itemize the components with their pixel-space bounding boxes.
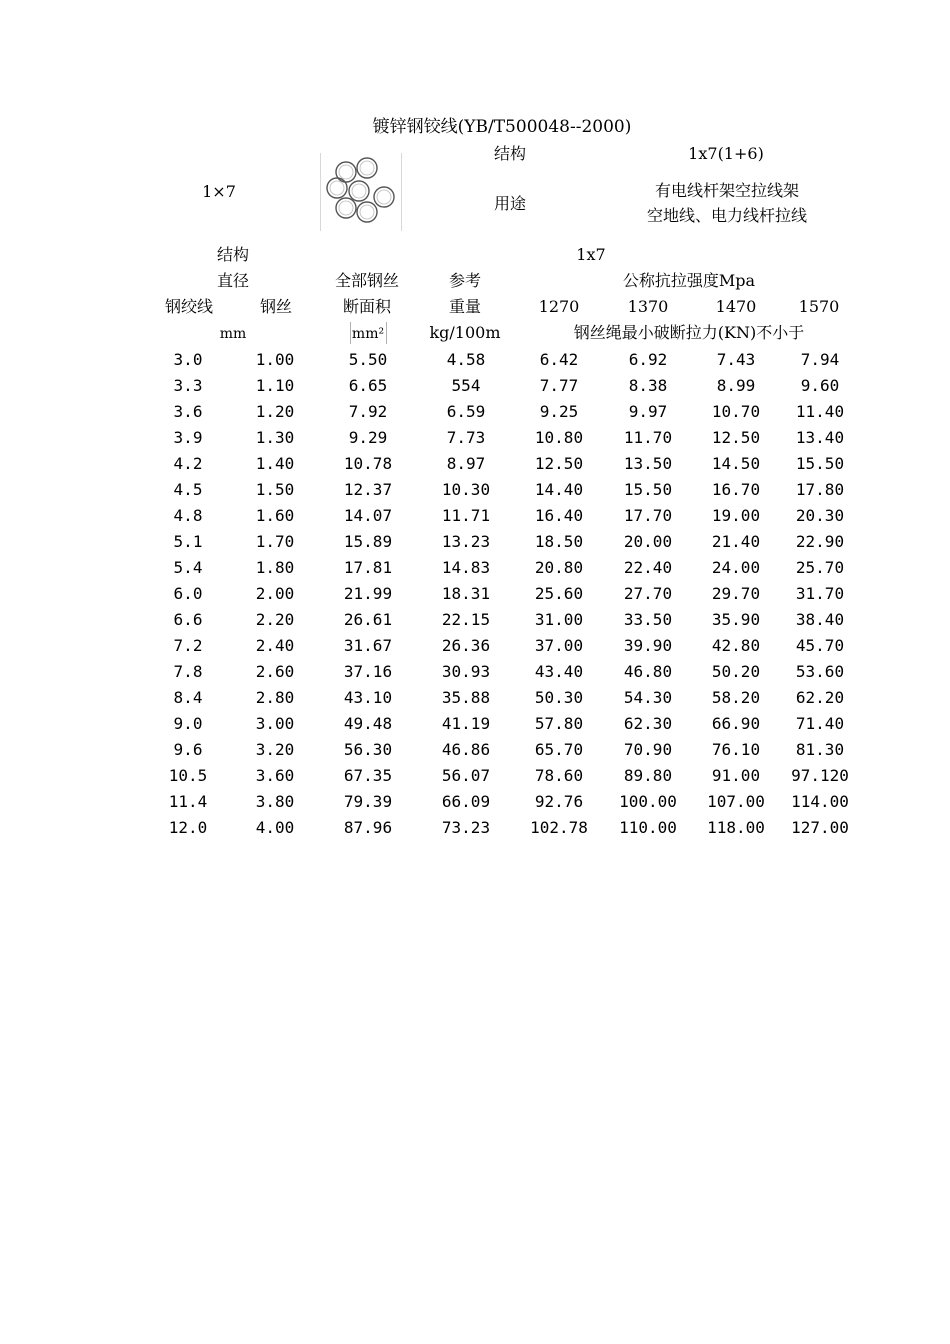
table-cell: 4.8	[173, 505, 203, 525]
table-cell: 7.77	[539, 375, 579, 395]
table-cell: 1.10	[255, 375, 295, 395]
table-cell: 5.4	[173, 557, 203, 577]
table-cell: 9.97	[628, 401, 668, 421]
table-cell: 22.40	[623, 557, 673, 577]
table-cell: 20.00	[623, 531, 673, 551]
table-cell: 3.0	[173, 349, 203, 369]
table-row	[145, 398, 861, 424]
table-cell: 2.00	[255, 583, 295, 603]
strand-image-frame	[320, 153, 402, 231]
table-row	[145, 684, 861, 710]
table-cell: 1.60	[255, 505, 295, 525]
table-cell: 14.83	[441, 557, 491, 577]
table-cell: 10.30	[441, 479, 491, 499]
total-wire-label-2: 断面积	[342, 297, 392, 316]
table-cell: 2.60	[255, 661, 295, 681]
table-cell: 1.70	[255, 531, 295, 551]
table-cell: 2.20	[255, 609, 295, 629]
structure-value: 1x7(1+6)	[688, 144, 764, 163]
table-cell: 10.5	[168, 765, 208, 785]
table-cell: 13.40	[795, 427, 845, 447]
table-cell: 3.9	[173, 427, 203, 447]
table-cell: 15.50	[623, 479, 673, 499]
reference-label-2: 重量	[448, 297, 482, 316]
table-cell: 42.80	[711, 635, 761, 655]
table-cell: 9.29	[348, 427, 388, 447]
table-cell: 16.40	[534, 505, 584, 525]
table-cell: 24.00	[711, 557, 761, 577]
table-cell: 2.80	[255, 687, 295, 707]
table-cell: 13.50	[623, 453, 673, 473]
table-cell: 57.80	[534, 713, 584, 733]
table-cell: 110.00	[619, 817, 677, 837]
table-cell: 6.92	[628, 349, 668, 369]
table-cell: 11.40	[795, 401, 845, 421]
table-cell: 20.30	[795, 505, 845, 525]
table-cell: 5.50	[348, 349, 388, 369]
table-row	[145, 346, 861, 372]
table-cell: 17.81	[343, 557, 393, 577]
table-cell: 10.80	[534, 427, 584, 447]
table-cell: 8.38	[628, 375, 668, 395]
table-cell: 14.40	[534, 479, 584, 499]
table-cell: 62.20	[795, 687, 845, 707]
strength-label: 公称抗拉强度Mpa	[622, 271, 756, 290]
table-cell: 31.70	[795, 583, 845, 603]
table-cell: 11.4	[168, 791, 208, 811]
table-cell: 12.0	[168, 817, 208, 837]
table-cell: 7.43	[716, 349, 756, 369]
table-cell: 65.70	[534, 739, 584, 759]
table-cell: 53.60	[795, 661, 845, 681]
table-cell: 6.6	[173, 609, 203, 629]
table-row	[145, 710, 861, 736]
table-cell: 15.50	[795, 453, 845, 473]
table-cell: 554	[451, 375, 481, 395]
table-cell: 62.30	[623, 713, 673, 733]
table-cell: 1.20	[255, 401, 295, 421]
table-cell: 4.2	[173, 453, 203, 473]
table-cell: 71.40	[795, 713, 845, 733]
table-cell: 114.00	[791, 791, 849, 811]
table-cell: 15.89	[343, 531, 393, 551]
table-row	[145, 632, 861, 658]
table-cell: 9.0	[173, 713, 203, 733]
table-cell: 6.42	[539, 349, 579, 369]
grade-1570: 1570	[798, 297, 840, 316]
table-row	[145, 554, 861, 580]
table-cell: 10.78	[343, 453, 393, 473]
breaking-force-label: 钢丝绳最小破断拉力(KN)不小于	[573, 323, 805, 342]
data-table	[145, 346, 861, 840]
table-cell: 76.10	[711, 739, 761, 759]
table-row	[145, 502, 861, 528]
table-cell: 43.40	[534, 661, 584, 681]
table-cell: 6.59	[446, 401, 486, 421]
table-cell: 8.4	[173, 687, 203, 707]
table-row	[145, 580, 861, 606]
table-cell: 39.90	[623, 635, 673, 655]
table-cell: 56.30	[343, 739, 393, 759]
model-label: 1×7	[202, 182, 236, 201]
table-cell: 97.120	[791, 765, 849, 785]
table-cell: 17.70	[623, 505, 673, 525]
table-cell: 49.48	[343, 713, 393, 733]
table-row	[145, 476, 861, 502]
table-row	[145, 736, 861, 762]
wire-label: 钢丝	[259, 297, 293, 316]
table-row	[145, 814, 861, 840]
table-cell: 56.07	[441, 765, 491, 785]
table-cell: 9.25	[539, 401, 579, 421]
table-cell: 46.86	[441, 739, 491, 759]
table-cell: 7.92	[348, 401, 388, 421]
unit-weight: kg/100m	[429, 323, 501, 342]
grade-1470: 1470	[715, 297, 757, 316]
page-title: 镀锌钢铰线(YB/T500048--2000)	[372, 117, 632, 137]
table-cell: 43.10	[343, 687, 393, 707]
table-cell: 12.50	[534, 453, 584, 473]
table-cell: 7.8	[173, 661, 203, 681]
usage-line-2: 空地线、电力线杆拉线	[646, 206, 808, 225]
table-cell: 14.07	[343, 505, 393, 525]
table-cell: 89.80	[623, 765, 673, 785]
table-cell: 118.00	[707, 817, 765, 837]
table-cell: 127.00	[791, 817, 849, 837]
table-cell: 29.70	[711, 583, 761, 603]
table-cell: 19.00	[711, 505, 761, 525]
table-cell: 67.35	[343, 765, 393, 785]
table-cell: 17.80	[795, 479, 845, 499]
strand-cross-section-icon	[321, 153, 401, 231]
table-row	[145, 424, 861, 450]
table-cell: 31.00	[534, 609, 584, 629]
table-cell: 1.00	[255, 349, 295, 369]
table-cell: 7.94	[800, 349, 840, 369]
table-cell: 50.30	[534, 687, 584, 707]
table-cell: 30.93	[441, 661, 491, 681]
table-cell: 79.39	[343, 791, 393, 811]
table-cell: 41.19	[441, 713, 491, 733]
grade-1270: 1270	[538, 297, 580, 316]
table-cell: 102.78	[530, 817, 588, 837]
table-cell: 18.31	[441, 583, 491, 603]
table-cell: 66.09	[441, 791, 491, 811]
usage-label: 用途	[493, 194, 527, 213]
table-cell: 9.60	[800, 375, 840, 395]
table-row	[145, 528, 861, 554]
table-row	[145, 658, 861, 684]
table-cell: 18.50	[534, 531, 584, 551]
table-cell: 7.2	[173, 635, 203, 655]
reference-label-1: 参考	[448, 271, 482, 290]
table-cell: 25.60	[534, 583, 584, 603]
total-wire-label-1: 全部钢丝	[334, 271, 400, 290]
table-cell: 3.20	[255, 739, 295, 759]
table-cell: 37.16	[343, 661, 393, 681]
table-cell: 87.96	[343, 817, 393, 837]
table-cell: 81.30	[795, 739, 845, 759]
table-cell: 5.1	[173, 531, 203, 551]
table-cell: 16.70	[711, 479, 761, 499]
table-cell: 1.50	[255, 479, 295, 499]
table-row	[145, 762, 861, 788]
table-cell: 3.00	[255, 713, 295, 733]
table-cell: 26.61	[343, 609, 393, 629]
table-cell: 21.40	[711, 531, 761, 551]
table-cell: 70.90	[623, 739, 673, 759]
table-cell: 11.70	[623, 427, 673, 447]
table-cell: 1.80	[255, 557, 295, 577]
table-structure-value: 1x7	[576, 245, 606, 264]
table-cell: 6.0	[173, 583, 203, 603]
table-cell: 2.40	[255, 635, 295, 655]
unit-area: mm²	[351, 326, 385, 342]
table-cell: 7.73	[446, 427, 486, 447]
table-cell: 37.00	[534, 635, 584, 655]
data-table-body	[145, 346, 861, 840]
table-cell: 12.50	[711, 427, 761, 447]
table-cell: 4.00	[255, 817, 295, 837]
table-cell: 14.50	[711, 453, 761, 473]
diameter-label: 直径	[216, 271, 250, 290]
table-cell: 33.50	[623, 609, 673, 629]
table-row	[145, 606, 861, 632]
table-cell: 3.60	[255, 765, 295, 785]
table-cell: 9.6	[173, 739, 203, 759]
table-cell: 22.90	[795, 531, 845, 551]
table-cell: 11.71	[441, 505, 491, 525]
table-cell: 3.6	[173, 401, 203, 421]
table-cell: 3.80	[255, 791, 295, 811]
table-cell: 12.37	[343, 479, 393, 499]
table-cell: 1.30	[255, 427, 295, 447]
unit-mm: mm	[219, 326, 247, 342]
table-cell: 10.70	[711, 401, 761, 421]
table-cell: 31.67	[343, 635, 393, 655]
table-cell: 100.00	[619, 791, 677, 811]
table-cell: 4.5	[173, 479, 203, 499]
table-cell: 21.99	[343, 583, 393, 603]
usage-line-1: 有电线杆架空拉线架	[654, 181, 800, 200]
table-cell: 13.23	[441, 531, 491, 551]
table-cell: 46.80	[623, 661, 673, 681]
table-cell: 22.15	[441, 609, 491, 629]
table-cell: 6.65	[348, 375, 388, 395]
table-cell: 3.3	[173, 375, 203, 395]
table-cell: 8.99	[716, 375, 756, 395]
table-cell: 73.23	[441, 817, 491, 837]
table-cell: 35.88	[441, 687, 491, 707]
table-cell: 54.30	[623, 687, 673, 707]
table-cell: 66.90	[711, 713, 761, 733]
table-cell: 91.00	[711, 765, 761, 785]
table-structure-label: 结构	[216, 245, 250, 264]
table-cell: 45.70	[795, 635, 845, 655]
grade-1370: 1370	[627, 297, 669, 316]
table-row	[145, 788, 861, 814]
table-cell: 20.80	[534, 557, 584, 577]
table-cell: 92.76	[534, 791, 584, 811]
table-cell: 26.36	[441, 635, 491, 655]
table-cell: 8.97	[446, 453, 486, 473]
table-cell: 58.20	[711, 687, 761, 707]
table-cell: 38.40	[795, 609, 845, 629]
table-cell: 1.40	[255, 453, 295, 473]
table-cell: 25.70	[795, 557, 845, 577]
structure-label: 结构	[493, 144, 527, 163]
table-cell: 4.58	[446, 349, 486, 369]
table-cell: 50.20	[711, 661, 761, 681]
table-row	[145, 372, 861, 398]
table-cell: 78.60	[534, 765, 584, 785]
table-cell: 27.70	[623, 583, 673, 603]
table-row	[145, 450, 861, 476]
table-cell: 35.90	[711, 609, 761, 629]
table-cell: 107.00	[707, 791, 765, 811]
strand-label: 钢绞线	[164, 297, 214, 316]
